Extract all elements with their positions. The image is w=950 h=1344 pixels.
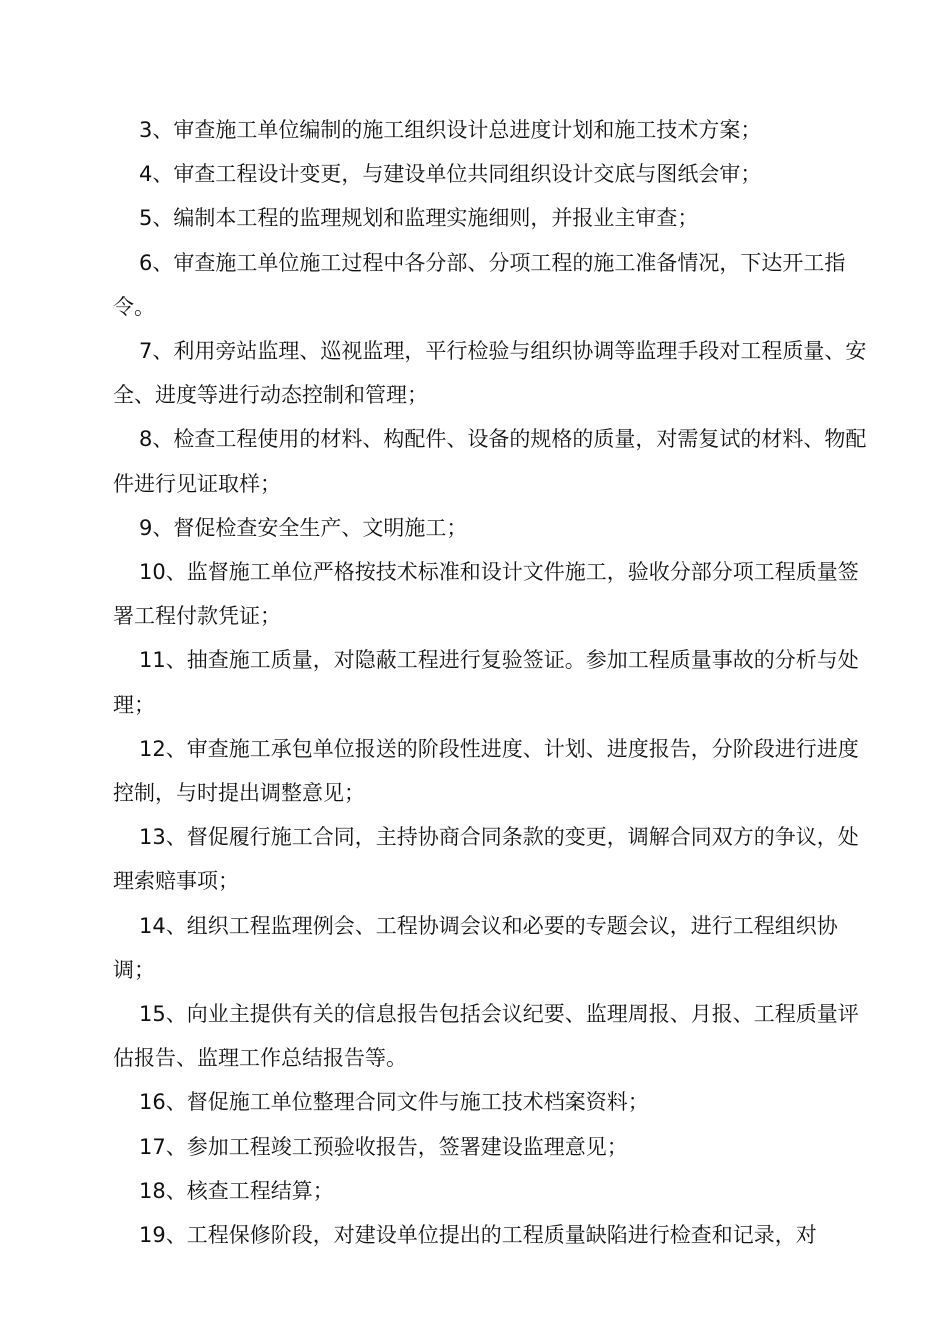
list-item: 4、审查工程设计变更，与建设单位共同组织设计交底与图纸会审； [139, 162, 762, 187]
list-item: 11、抽查施工质量，对隐蔽工程进行复验签证。参加工程质量事故的分析与处理； [113, 648, 859, 717]
list-item: 7、利用旁站监理、巡视监理，平行检验与组织协调等监理手段对工程质量、安全、进度等进行动态控制和管理； [113, 339, 867, 408]
list-item: 9、督促检查安全生产、文明施工； [139, 515, 468, 540]
list-item: 6、审查施工单位施工过程中各分部、分项工程的施工准备情况，下达开工指令。 [113, 250, 846, 319]
list-item: 15、向业主提供有关的信息报告包括会议纪要、监理周报、月报、工程质量评估报告、监理工作总结报告等。 [113, 1002, 859, 1071]
list-item: 8、检查工程使用的材料、构配件、设备的规格的质量，对需复试的材料、物配件进行见证取样； [113, 427, 867, 496]
list-item: 12、审查施工承包单位报送的阶段性进度、计划、进度报告，分阶段进行进度控制，与时提出调整意见； [113, 736, 859, 806]
list-item: 18、核查工程结算； [139, 1178, 334, 1203]
list-item: 16、督促施工单位整理合同文件与施工技术档案资料； [139, 1090, 649, 1115]
list-item: 5、编制本工程的监理规划和监理实施细则，并报业主审查； [139, 206, 699, 231]
list-item: 17、参加工程竣工预验收报告，签署建设监理意见； [139, 1134, 628, 1159]
list-item: 3、审查施工单位编制的施工组织设计总进度计划和施工技术方案； [139, 118, 762, 142]
list-item: 13、督促履行施工合同，主持协商合同条款的变更，调解合同双方的争议，处理索赔事项； [113, 825, 859, 894]
document-body [113, 108, 873, 1257]
list-item: 19、工程保修阶段，对建设单位提出的工程质量缺陷进行检查和记录，对 [139, 1223, 817, 1248]
list-item: 14、组织工程监理例会、工程协调会议和必要的专题会议，进行工程组织协调； [113, 913, 838, 982]
list-item: 10、监督施工单位严格按技术标准和设计文件施工，验收分部分项工程质量签署工程付款凭证； [113, 560, 859, 629]
